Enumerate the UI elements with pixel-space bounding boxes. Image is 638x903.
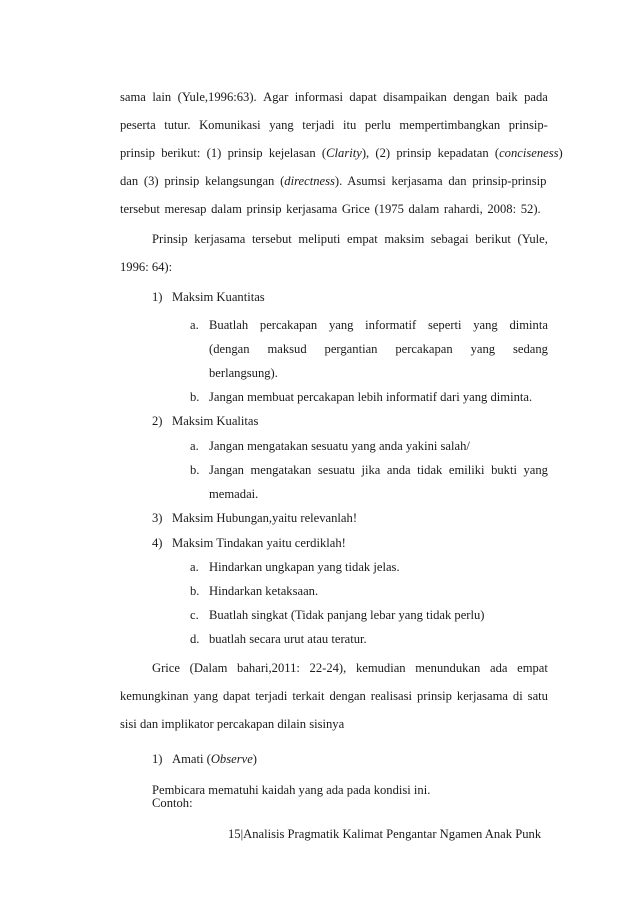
word: tidak — [417, 463, 443, 477]
word: prinsip — [416, 689, 452, 703]
word: satu — [527, 689, 548, 703]
word: terkait — [292, 689, 325, 703]
word: pada — [524, 90, 548, 104]
word: yang — [193, 689, 218, 703]
word: realisasi — [370, 689, 413, 703]
word: mempertimbangkan — [399, 118, 501, 132]
word: bukti — [491, 463, 517, 477]
word: (Dalam — [189, 661, 228, 675]
word: maksim — [384, 232, 425, 246]
word: baik — [496, 90, 518, 104]
word: yang — [523, 463, 548, 477]
word: empat — [517, 661, 548, 675]
page-footer: 15|Analisis Pragmatik Kalimat Pengantar Ngamen Anak Punk — [228, 827, 542, 841]
word: di — [512, 689, 523, 703]
word: yang — [328, 318, 354, 332]
word: dengan — [453, 90, 490, 104]
word: sedang — [512, 342, 548, 356]
word: pergantian — [324, 342, 378, 356]
word: kerjasama — [456, 689, 508, 703]
line: prinsip berikut: (1) prinsip kejelasan (Clarity), (2) prinsip kepadatan (conciseness) — [120, 146, 563, 160]
line: sisi dan implikator percakapan dilain sisinya — [120, 717, 345, 731]
line — [152, 661, 548, 676]
word: ada — [489, 661, 508, 675]
line: 1996: 64): — [120, 260, 173, 274]
word: Prinsip — [152, 232, 188, 246]
word: Buatlah — [209, 318, 249, 332]
word: kemudian — [355, 661, 406, 675]
word: tersebut — [251, 232, 292, 246]
word: tutur. — [164, 118, 191, 132]
line: dan (3) prinsip kelangsungan (directness). Asumsi kerjasama dan prinsip-prinsip — [120, 174, 547, 188]
word: maksud — [267, 342, 307, 356]
word: disampaikan — [383, 90, 447, 104]
word: dengan — [329, 689, 366, 703]
line: tersebut meresap dalam prinsip kerjasama Grice (1975 dalam rahardi, 2008: 52). — [120, 202, 541, 216]
word: kerjasama — [194, 232, 246, 246]
word: kemungkinan — [120, 689, 189, 703]
word: menundukan — [415, 661, 481, 675]
line — [152, 232, 548, 247]
word: empat — [346, 232, 378, 246]
line — [120, 689, 548, 704]
word: sama — [120, 90, 146, 104]
word: mengatakan — [250, 463, 312, 477]
word: yang — [269, 118, 294, 132]
word: perlu — [364, 118, 391, 132]
word: sesuatu — [317, 463, 355, 477]
word: (Yule, — [517, 232, 548, 246]
line — [120, 118, 548, 133]
word: sebagai — [430, 232, 469, 246]
word: yang — [473, 318, 498, 332]
line: Contoh: — [152, 796, 193, 810]
word: terjadi — [302, 118, 335, 132]
word: meliputi — [298, 232, 341, 246]
word: anda — [386, 463, 411, 477]
word: informatif — [365, 318, 417, 332]
line — [120, 90, 548, 105]
word: informasi — [294, 90, 343, 104]
word: (dengan — [209, 342, 250, 356]
word: Grice — [152, 661, 180, 675]
word: dapat — [349, 90, 377, 104]
word: percakapan — [395, 342, 453, 356]
word: itu — [343, 118, 357, 132]
word: jika — [361, 463, 381, 477]
word: terjadi — [255, 689, 288, 703]
word: peserta — [120, 118, 156, 132]
word: Jangan — [209, 463, 244, 477]
word: emiliki — [448, 463, 485, 477]
word: berikut — [475, 232, 511, 246]
word: diminta — [509, 318, 548, 332]
line: Pembicara mematuhi kaidah yang ada pada kondisi ini. — [152, 783, 431, 797]
word: seperti — [427, 318, 462, 332]
word: percakapan — [259, 318, 318, 332]
word: prinsip- — [508, 118, 548, 132]
word: bahari,2011: — [237, 661, 300, 675]
word: (Yule,1996:63). — [177, 90, 257, 104]
word: Komunikasi — [199, 118, 261, 132]
document-page: sama lain (Yule,1996:63). Agar informasi dapat disampaikan dengan baik pada peserta tutur. Komunikasi yang terjadi itu perlu mempertimbangkan prinsip- prinsip berikut: (1) prinsip kejelasan (Clarity), (2) prinsip kepadatan (conciseness) dan (3) prinsip kelangsungan (directness). Asumsi kerjasama dan prinsip-prinsip tersebut meresap dalam prinsip kerjasama Grice (1975 dalam rahardi, 2008: 52). Prinsip kerjasama tersebut meliputi empat maksim sebagai berikut (Yule, 1996: 64): 1) Maksim Kuantitas a. Buatlah percakapan yang informatif seperti yang diminta (dengan maksud pergantian percakapan yang sedang berlangsung). b. Jangan membuat percakapan lebih informatif dari yang diminta. 2) Maksim Kualitas a. Jangan mengatakan sesuatu yang anda yakini salah/ b. Jangan mengatakan sesuatu jika anda tidak emiliki bukti yang memadai. 3) Maksim Hubungan,yaitu relevanlah! 4) Maksim Tindakan yaitu cerdiklah! a. Hindarkan ungkapan yang tidak jelas. b. Hindarkan ketaksaan. c. Buatlah singkat (Tidak panjang lebar yang tidak perlu) d. buatlah secara urut atau teratur. Grice (Dalam bahari,2011: 22-24), kemudian menundukan ada empat kemungkinan yang dapat terjadi terkait dengan realisasi prinsip kerjasama di satu sisi dan implikator percakapan dilain sisinya 1) Amati (Observe) Pembicara mematuhi kaidah yang ada pada kondisi ini. Contoh: 15|Analisis Pragmatik Kalimat Pengantar Ngamen Anak Punk — [0, 0, 638, 903]
word: yang — [470, 342, 496, 356]
word: lain — [152, 90, 172, 104]
word: dapat — [222, 689, 251, 703]
word: Agar — [263, 90, 289, 104]
word: 22-24), — [309, 661, 347, 675]
